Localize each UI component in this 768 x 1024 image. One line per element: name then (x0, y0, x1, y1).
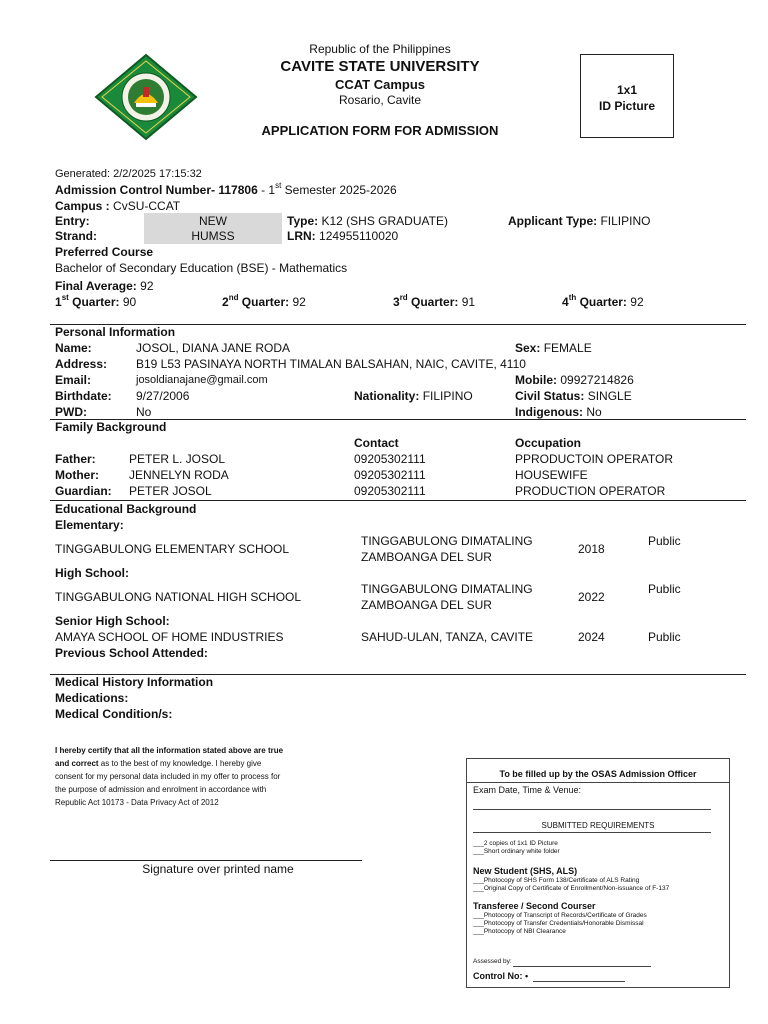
certification-line-1: I hereby certify that all the information stated above are true (55, 746, 284, 755)
campus-field: Campus : CvSU-CCAT (55, 199, 181, 213)
certification-line-3: consent for my personal data included in my offer to process for (55, 772, 281, 781)
civil-status-field: Civil Status: SINGLE (515, 389, 632, 403)
strand-label: Strand: (55, 229, 97, 243)
guardian-contact: 09205302111 (354, 484, 426, 498)
submitted-requirements-label: SUBMITTED REQUIREMENTS (541, 821, 655, 830)
senior-high-name: AMAYA SCHOOL OF HOME INDUSTRIES (55, 630, 284, 644)
pwd-label: PWD: (55, 405, 87, 419)
elementary-year: 2018 (578, 542, 605, 556)
exam-date-line[interactable] (473, 809, 711, 810)
certification-line-5: Republic Act 10173 - Data Privacy Act of 2012 (55, 798, 219, 807)
quarter-2: 2nd Quarter: 92 (222, 293, 306, 309)
name-value: JOSOL, DIANA JANE RODA (136, 341, 291, 355)
family-section-title: Family Background (55, 420, 167, 434)
signature-line[interactable] (50, 860, 362, 861)
assessed-by-line[interactable] (513, 966, 651, 967)
certification-line-2: and correct as to the best of my knowledge. I hereby give (55, 759, 262, 768)
name-label: Name: (55, 341, 92, 355)
admission-control-number: Admission Control Number- 117806 - 1st Semester 2025-2026 (55, 181, 397, 197)
form-title: APPLICATION FORM FOR ADMISSION (261, 123, 499, 138)
control-no-label: Control No: • (473, 971, 529, 981)
campus-location: Rosario, Cavite (338, 93, 422, 107)
email-value: josoldianajane@gmail.com (136, 374, 268, 386)
father-name: PETER L. JOSOL (129, 452, 226, 466)
strand-value: HUMSS (191, 229, 235, 243)
quarter-4: 4th Quarter: 92 (562, 293, 644, 309)
exam-date-label: Exam Date, Time & Venue: (473, 785, 582, 795)
guardian-name: PETER JOSOL (129, 484, 212, 498)
senior-high-address: SAHUD-ULAN, TANZA, CAVITE (361, 630, 534, 644)
medications-label: Medications: (55, 691, 129, 705)
address-label: Address: (55, 357, 108, 371)
guardian-occupation: PRODUCTION OPERATOR (515, 484, 666, 498)
guardian-label: Guardian: (55, 484, 112, 498)
indigenous-field: Indigenous: No (515, 405, 602, 419)
new-student-title: New Student (SHS, ALS) (473, 866, 578, 876)
applicant-type-field: Applicant Type: FILIPINO (508, 214, 651, 228)
final-average-field: Final Average: 92 (55, 279, 154, 293)
id-picture-box (580, 54, 674, 138)
medical-section-title: Medical History Information (55, 675, 214, 689)
assessed-by-label: Assessed by: (473, 958, 512, 965)
sex-field: Sex: FEMALE (515, 341, 592, 355)
high-school-label: High School: (55, 566, 129, 580)
entry-label: Entry: (55, 214, 90, 228)
nationality-field: Nationality: FILIPINO (354, 389, 473, 403)
elementary-label: Elementary: (55, 518, 124, 532)
entry-value: NEW (199, 214, 227, 228)
father-contact: 09205302111 (354, 452, 426, 466)
certification-line-4: the purpose of admission and enrolment in accordance with (55, 785, 267, 794)
campus-name: CCAT Campus (334, 77, 426, 92)
high-school-name: TINGGABULONG NATIONAL HIGH SCHOOL (55, 590, 302, 604)
preferred-course-value: Bachelor of Secondary Education (BSE) - Mathematics (55, 261, 348, 275)
elementary-type: Public (648, 534, 681, 548)
req-general-1[interactable]: ___2 copies of 1x1 ID Picture (473, 840, 558, 847)
medical-conditions-label: Medical Condition/s: (55, 707, 173, 721)
birthdate-value: 9/27/2006 (136, 389, 190, 403)
high-school-address-1: TINGGABULONG DIMATALING (361, 582, 533, 596)
control-no-line[interactable] (533, 981, 625, 982)
senior-high-label: Senior High School: (55, 614, 170, 628)
mother-occupation: HOUSEWIFE (515, 468, 588, 482)
divider-education (50, 500, 746, 501)
osas-title-divider (467, 782, 729, 783)
submitted-divider (473, 832, 711, 833)
university-seal-logo (94, 53, 198, 141)
email-label: Email: (55, 373, 92, 387)
birthdate-label: Birthdate: (55, 389, 112, 403)
req-transferee-1[interactable]: ___Photocopy of Transcript of Records/Certificate of Grades (473, 912, 647, 919)
education-section-title: Educational Background (55, 502, 197, 516)
req-transferee-3[interactable]: ___Photocopy of NBI Clearance (473, 928, 566, 935)
high-school-type: Public (648, 582, 681, 596)
republic-line: Republic of the Philippines (309, 42, 451, 56)
high-school-address-2: ZAMBOANGA DEL SUR (361, 598, 492, 612)
mobile-field: Mobile: 09927214826 (515, 373, 634, 387)
father-label: Father: (55, 452, 96, 466)
elementary-address-1: TINGGABULONG DIMATALING (361, 534, 533, 548)
type-field: Type: K12 (SHS GRADUATE) (287, 214, 448, 228)
lrn-field: LRN: 124955110020 (287, 229, 399, 243)
father-occupation: PPRODUCTOIN OPERATOR (515, 452, 674, 466)
contact-header: Contact (354, 436, 399, 450)
generated-timestamp: Generated: 2/2/2025 17:15:32 (55, 168, 202, 180)
mother-label: Mother: (55, 468, 99, 482)
elementary-address-2: ZAMBOANGA DEL SUR (361, 550, 492, 564)
elementary-school: TINGGABULONG ELEMENTARY SCHOOL (55, 542, 290, 556)
address-value: B19 L53 PASINAYA NORTH TIMALAN BALSAHAN, NAIC, CAVITE, 4110 (136, 357, 526, 371)
preferred-course-label: Preferred Course (55, 245, 154, 259)
high-school-year: 2022 (578, 590, 605, 604)
personal-section-title: Personal Information (55, 325, 176, 339)
university-name: CAVITE STATE UNIVERSITY (280, 58, 480, 75)
req-general-2[interactable]: ___Short ordinary white folder (473, 848, 560, 855)
req-new-1[interactable]: ___Photocopy of SHS Form 138/Certificate of ALS Rating (473, 877, 640, 884)
occupation-header: Occupation (515, 436, 582, 450)
osas-officer-box (466, 758, 730, 988)
req-transferee-2[interactable]: ___Photocopy of Transfer Credentials/Honorable Dismissal (473, 920, 644, 927)
quarter-3: 3rd Quarter: 91 (393, 293, 476, 309)
quarter-1: 1st Quarter: 90 (55, 293, 137, 309)
mother-name: JENNELYN RODA (129, 468, 229, 482)
req-new-2[interactable]: ___Original Copy of Certificate of Enrollment/Non-issuance of F-137 (473, 885, 670, 892)
transferee-title: Transferee / Second Courser (473, 901, 596, 911)
osas-title: To be filled up by the OSAS Admission Officer (499, 769, 697, 779)
mother-contact: 09205302111 (354, 468, 426, 482)
pwd-value: No (136, 405, 152, 419)
previous-school-label: Previous School Attended: (55, 646, 208, 660)
id-picture-size: 1x1 (616, 83, 638, 97)
id-picture-label: ID Picture (598, 99, 655, 113)
signature-label: Signature over printed name (142, 862, 294, 876)
senior-high-year: 2024 (578, 630, 605, 644)
senior-high-type: Public (648, 630, 681, 644)
